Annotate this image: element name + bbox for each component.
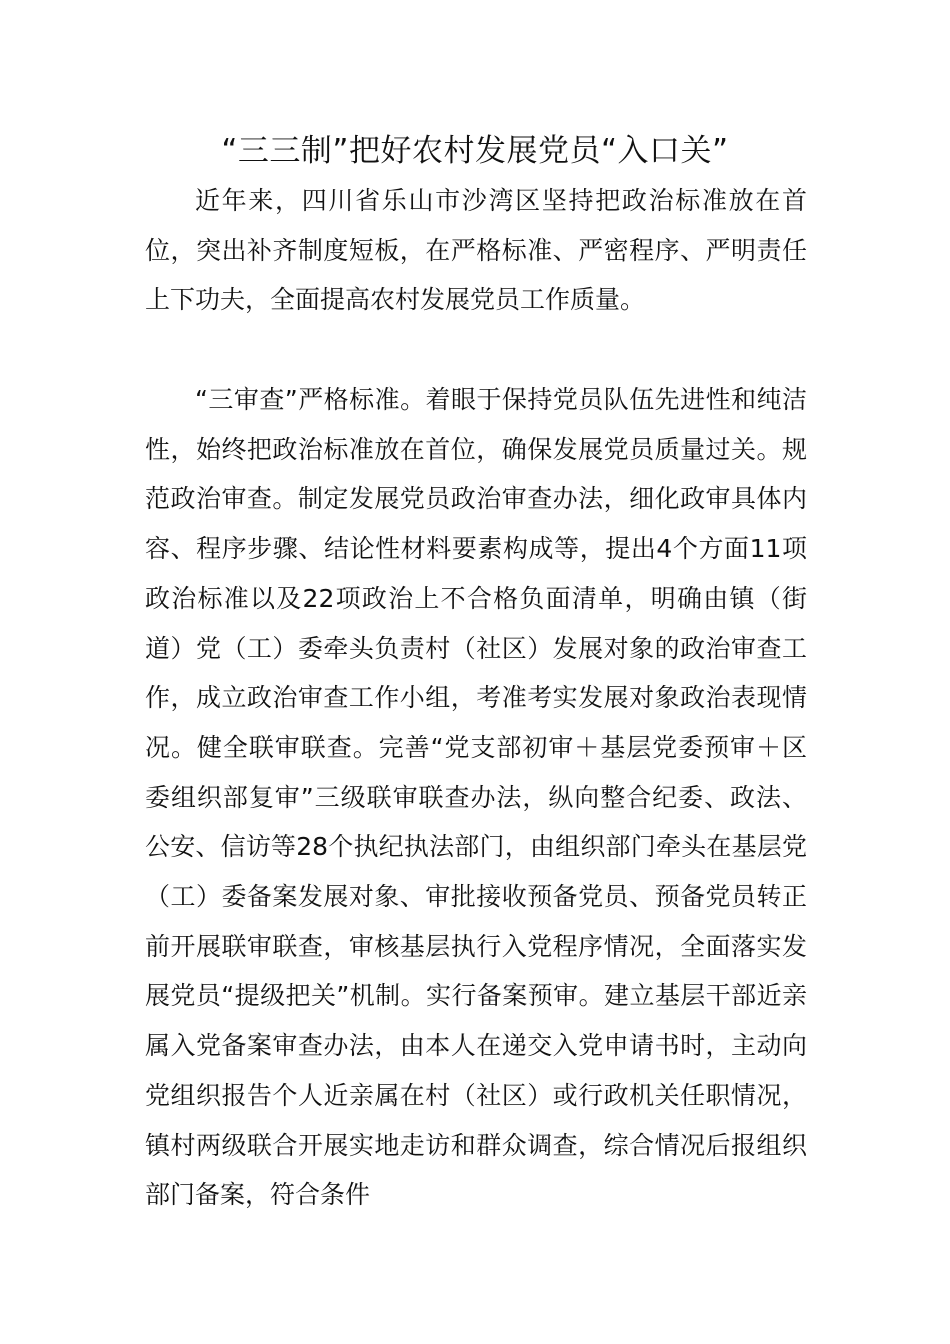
document-title: “三三制”把好农村发展党员“入口关” [221,133,729,169]
paragraph-three-reviews: “三审查”严格标准。着眼于保持党员队伍先进性和纯洁性，始终把政治标准放在首位，确保发展党员质量过关。规范政治审查。制定发展党员政治审查办法，细化政审具体内容、程序步骤、结论性材料要素构成等，提出4个方面11项政治标准以及22项政治上不合格负面清单，明确由镇（街道）党（工）委牵头负责村（社区）发展对象的政治审查工作，成立政治审查工作小组，考准考实发展对象政治表现情况。健全联审联查。完善“党支部初审＋基层党委预审＋区委组织部复审”三级联审联查办法，纵向整合纪委、政法、公安、信访等28个执纪执法部门，由组织部门牵头在基层党（工）委备案发展对象、审批接收预备党员、预备党员转正前开展联审联查，审核基层执行入党程序情况，全面落实发展党员“提级把关”机制。实行备案预审。建立基层干部近亲属入党备案审查办法，由本人在递交入党申请书时，主动向党组织报告个人近亲属在村（社区）或行政机关任职情况，镇村两级联合开展实地走访和群众调查，综合情况后报组织部门备案，符合条件 [145,385,807,1210]
paragraph-intro: 近年来，四川省乐山市沙湾区坚持把政治标准放在首位，突出补齐制度短板，在严格标准、严密程序、严明责任上下功夫，全面提高农村发展党员工作质量。 [145,186,807,315]
